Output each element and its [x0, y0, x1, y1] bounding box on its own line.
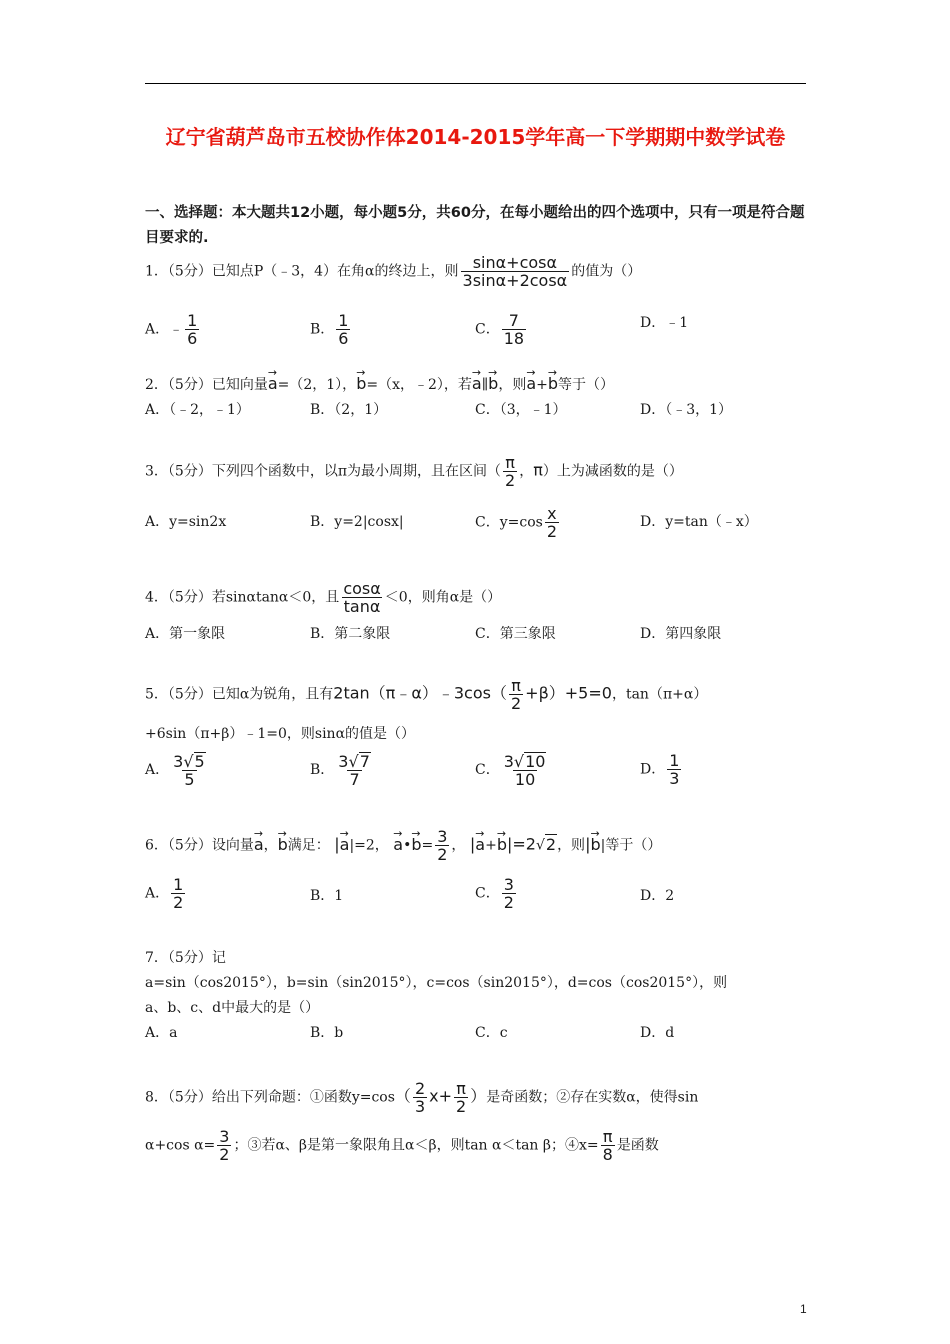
option-d: D．y=tan（﹣x）	[640, 514, 758, 530]
vector-b: → b	[356, 374, 366, 394]
question-5: 5．（5分）已知α为锐角，且有2tan（π﹣α）﹣3cos（ $\frac{\pi}{2}$ +β）+5=0，tan（π+α）	[145, 676, 708, 713]
option-a: A．第一象限	[145, 626, 226, 642]
option-c: C．y=cos $\frac{x}{2}$	[475, 504, 557, 541]
question-2: 2．（5分）已知向量→ a=（2，1），→ b=（x，﹣2），若→ a∥→ b，则→ a+→ b等于（）	[145, 374, 614, 395]
option-b: B． $\frac{3√7}{7}$	[310, 752, 370, 789]
option-a: A． $\frac{1}{2}$	[145, 875, 184, 912]
option-a: A．﹣ $\frac{1}{6}$	[145, 311, 198, 348]
question-7: 7．（5分）记	[145, 950, 226, 966]
option-b: B．第二象限	[310, 626, 391, 642]
question-7-line-3: a、b、c、d中最大的是（）	[145, 1000, 320, 1016]
option-b: B．y=2|cosx|	[310, 514, 404, 530]
section-header: 一、选择题：本大题共12小题，每小题5分，共60分，在每小题给出的四个选项中，只有一项是符合题目要求的.	[145, 205, 805, 246]
option-c: C．第三象限	[475, 626, 556, 642]
option-c: C． $\frac{3√10}{10}$	[475, 752, 546, 789]
option-d: D． $\frac{1}{3}$	[640, 751, 680, 788]
option-c: C．c	[475, 1025, 508, 1041]
question-8-line-2: α+cos α= $\frac{3}{2}$ ；③若α、β是第一象限角且α＜β，则tan α＜tan β；④x= $\frac{\pi}{8}$ 是函数	[145, 1127, 659, 1164]
option-d: D．d	[640, 1025, 675, 1041]
fraction: $\frac{\sin\alpha+\cos\alpha}{3\sin\alpha+2\cos\alpha}$	[462, 253, 568, 290]
question-5-line-2: +6sin（π+β）﹣1=0，则sinα的值是（）	[145, 726, 416, 742]
question-3: 3．（5分）下列四个函数中，以π为最小周期，且在区间（ $\frac{\pi}{2}$ ，π）上为减函数的是（）	[145, 453, 683, 490]
question-text: 的值为（）	[571, 263, 642, 280]
question-text: 1．（5分）已知点P（﹣3，4）在角α的终边上，则	[145, 263, 459, 280]
option-b: B．（2，1）	[310, 402, 388, 418]
option-b: B．b	[310, 1025, 344, 1041]
option-b: B． $\frac{1}{6}$	[310, 311, 349, 348]
option-d: D．﹣1	[640, 315, 689, 331]
question-1	[145, 254, 641, 289]
option-d: D．第四象限	[640, 626, 722, 642]
option-a: A． $\frac{3√5}{5}$	[145, 752, 205, 789]
option-a: A．（﹣2，﹣1）	[145, 402, 250, 418]
page-number: 1	[800, 1302, 807, 1316]
option-d: D．2	[640, 888, 675, 904]
question-8: 8．（5分）给出下列命题：①函数y=cos（ $\frac{2}{3}$ x+ $\frac{\pi}{2}$ ）是奇函数；②存在实数α，使得sin	[145, 1079, 699, 1116]
option-c: C．（3，﹣1）	[475, 402, 567, 418]
document-title: 辽宁省葫芦岛市五校协作体2014-2015学年高一下学期期中数学试卷	[165, 125, 786, 149]
option-a: A．y=sin2x	[145, 514, 227, 530]
option-a: A．a	[145, 1025, 178, 1041]
question-7-line-2: a=sin（cos2015°），b=sin（sin2015°），c=cos（sin2015°），d=cos（cos2015°），则	[145, 975, 728, 991]
option-d: D．（﹣3，1）	[640, 402, 733, 418]
option-c: C． $\frac{3}{2}$	[475, 875, 514, 912]
question-6: 6．（5分）设向量→ a，→ b满足： |→ a|=2， → a•→ b= $\frac{3}{2}$ ， |→ a+→ b|=2√2，则|→ b|等于（）	[145, 828, 661, 863]
question-4: 4．（5分）若sinαtanα＜0，且 $\frac{\cos\alpha}{\tan\alpha}$ ＜0，则角α是（）	[145, 579, 502, 616]
header-rule	[145, 83, 806, 84]
option-c: C． $\frac{7}{18}$	[475, 311, 525, 348]
option-b: B．1	[310, 888, 344, 904]
vector-a: → a	[268, 374, 278, 394]
